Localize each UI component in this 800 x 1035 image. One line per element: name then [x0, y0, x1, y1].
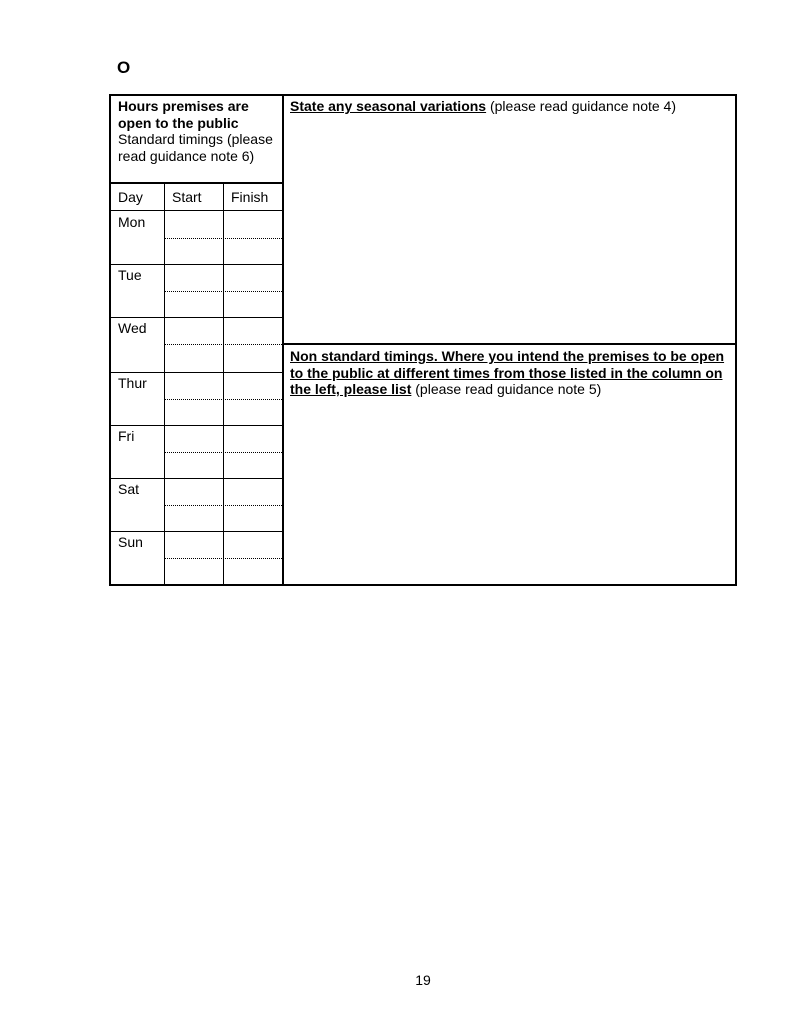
hours-header-subtitle: Standard timings (please read guidance note 6)	[118, 131, 273, 164]
finish-time-field-fri-2[interactable]	[224, 453, 281, 478]
hours-header	[118, 98, 278, 164]
seasonal-variations-title: State any seasonal variations	[290, 98, 487, 114]
start-time-field-thur-1[interactable]	[165, 373, 222, 398]
non-standard-timings-title: Non standard timings. Where you intend the premises to be open to the public at different times from those listed in the column on the left, please list	[290, 348, 725, 397]
start-time-field-fri-1[interactable]	[165, 426, 222, 451]
start-time-field-fri-2[interactable]	[165, 453, 222, 478]
finish-time-field-wed-1[interactable]	[224, 318, 281, 343]
day-label-sun: Sun	[118, 534, 143, 550]
day-label-sat: Sat	[118, 481, 140, 497]
column-header-day: Day	[118, 189, 143, 205]
day-label-thur: Thur	[118, 375, 147, 391]
finish-time-field-sun-1[interactable]	[224, 532, 281, 557]
column-head-divider	[110, 210, 283, 211]
finish-time-field-wed-2[interactable]	[224, 345, 281, 370]
seasonal-variations-label	[290, 98, 730, 115]
start-time-field-wed-2[interactable]	[165, 345, 222, 370]
seasonal-variations-field[interactable]	[285, 118, 735, 344]
start-time-field-tue-2[interactable]	[165, 292, 222, 317]
finish-time-field-mon-1[interactable]	[224, 212, 281, 237]
finish-time-field-tue-1[interactable]	[224, 265, 281, 290]
non-standard-timings-field[interactable]	[285, 400, 735, 584]
column-header-finish: Finish	[231, 189, 269, 205]
day-label-tue: Tue	[118, 267, 142, 283]
finish-time-field-thur-2[interactable]	[224, 400, 281, 425]
header-divider	[110, 182, 283, 184]
right-section-divider	[283, 343, 736, 345]
day-label-fri: Fri	[118, 428, 135, 444]
finish-time-field-mon-2[interactable]	[224, 239, 281, 264]
finish-time-field-sat-1[interactable]	[224, 479, 281, 504]
finish-time-field-fri-1[interactable]	[224, 426, 281, 451]
seasonal-variations-note: (please read guidance note 4)	[486, 98, 677, 114]
section-letter: O	[117, 58, 131, 77]
finish-time-field-sat-2[interactable]	[224, 506, 281, 531]
start-time-field-sun-2[interactable]	[165, 559, 222, 584]
finish-time-field-sun-2[interactable]	[224, 559, 281, 584]
start-time-field-mon-2[interactable]	[165, 239, 222, 264]
non-standard-timings-note: (please read guidance note 5)	[411, 381, 602, 397]
start-time-field-wed-1[interactable]	[165, 318, 222, 343]
column-header-start: Start	[172, 189, 202, 205]
start-time-field-sat-1[interactable]	[165, 479, 222, 504]
start-time-field-sat-2[interactable]	[165, 506, 222, 531]
start-time-field-mon-1[interactable]	[165, 212, 222, 237]
day-label-wed: Wed	[118, 320, 147, 336]
column-divider	[282, 95, 284, 585]
finish-time-field-thur-1[interactable]	[224, 373, 281, 398]
start-time-field-sun-1[interactable]	[165, 532, 222, 557]
non-standard-timings-label	[290, 348, 730, 398]
page-number: 19	[415, 972, 431, 988]
day-label-mon: Mon	[118, 214, 146, 230]
start-time-field-thur-2[interactable]	[165, 400, 222, 425]
start-time-field-tue-1[interactable]	[165, 265, 222, 290]
finish-time-field-tue-2[interactable]	[224, 292, 281, 317]
hours-header-title: Hours premises are open to the public	[118, 98, 249, 131]
